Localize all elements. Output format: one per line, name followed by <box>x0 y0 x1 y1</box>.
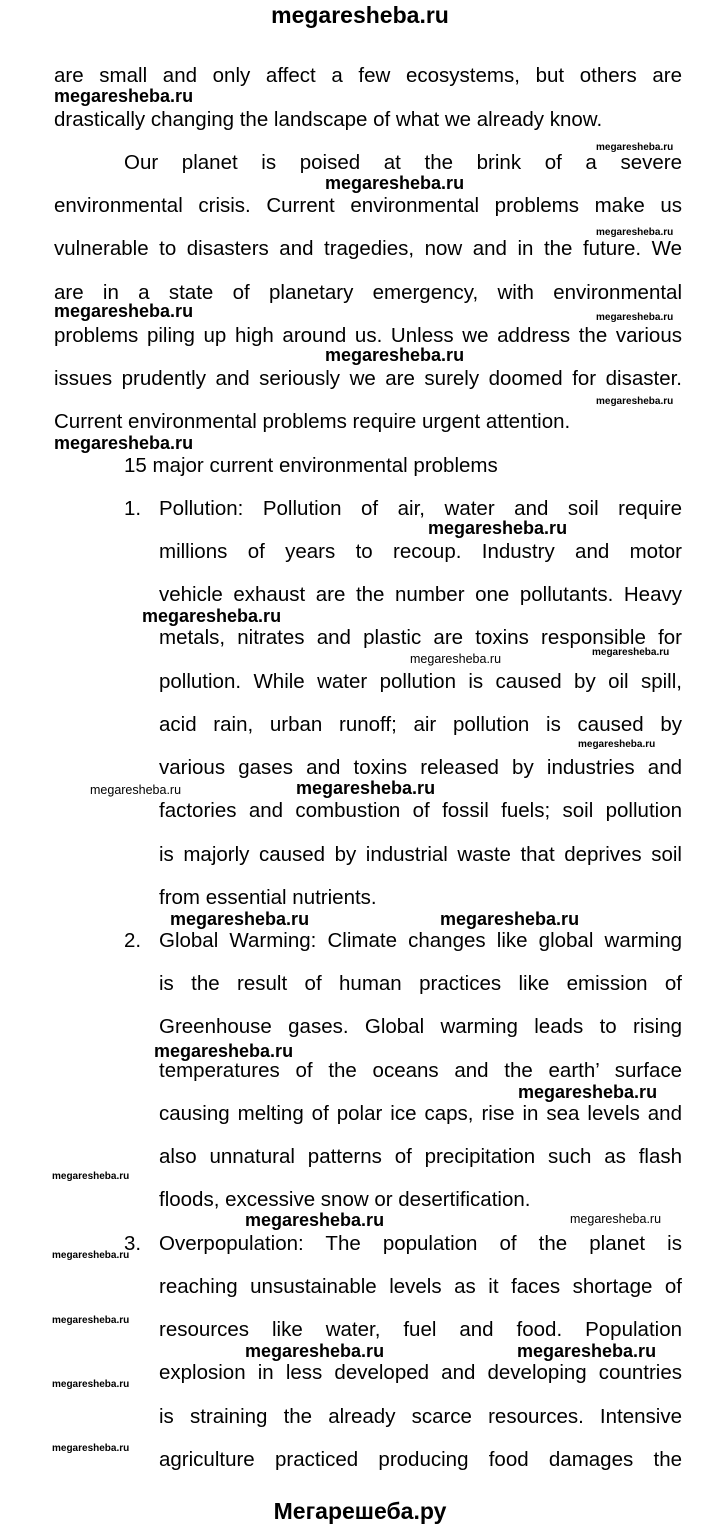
watermark: megaresheba.ru <box>154 1041 294 1061</box>
watermark: megaresheba.ru <box>142 606 282 626</box>
header-site-name: megaresheba.ru <box>271 2 449 28</box>
text-line: Our planet is poised at the brink of a severe <box>124 151 682 174</box>
text-line: vehicle exhaust are the number one pollutants. Heavy <box>159 583 682 606</box>
watermark: megaresheba.ru <box>245 1341 385 1361</box>
watermark: megaresheba.ru <box>90 783 182 797</box>
text-line: acid rain, urban runoff; air pollution is caused by <box>159 713 682 736</box>
text-line: Pollution: Pollution of air, water and soil require <box>159 497 682 520</box>
text-line: Greenhouse gases. Global warming leads to rising <box>159 1015 682 1038</box>
watermark: megaresheba.ru <box>170 909 310 929</box>
text-line: floods, excessive snow or desertification. <box>159 1188 531 1211</box>
watermark: megaresheba.ru <box>52 1315 130 1326</box>
watermark: megaresheba.ru <box>596 396 674 407</box>
watermark: megaresheba.ru <box>578 739 656 750</box>
list-item-number: 2. <box>124 929 142 952</box>
text-line: vulnerable to disasters and tragedies, now and in the future. We <box>54 237 682 260</box>
text-line: agriculture practiced producing food damages the <box>159 1448 682 1471</box>
watermark: megaresheba.ru <box>596 227 674 238</box>
text-line: are in a state of planetary emergency, with environmental <box>54 281 682 304</box>
watermark: megaresheba.ru <box>596 142 674 153</box>
watermark: megaresheba.ru <box>325 345 465 365</box>
watermark: megaresheba.ru <box>592 647 670 658</box>
watermark: megaresheba.ru <box>440 909 580 929</box>
watermark: megaresheba.ru <box>54 86 194 106</box>
watermark: megaresheba.ru <box>52 1250 130 1261</box>
text-line: are small and only affect a few ecosystems, but others are <box>54 64 682 87</box>
text-line: various gases and toxins released by industries and <box>159 756 682 779</box>
text-line: issues prudently and seriously we are surely doomed for disaster. <box>54 367 682 390</box>
text-line: reaching unsustainable levels as it faces shortage of <box>159 1275 682 1298</box>
text-line: Global Warming: Climate changes like global warming <box>159 929 682 952</box>
watermark: megaresheba.ru <box>245 1210 385 1230</box>
watermark: megaresheba.ru <box>52 1443 130 1454</box>
text-line: temperatures of the oceans and the earth’ surface <box>159 1059 682 1082</box>
text-line: Overpopulation: The population of the planet is <box>159 1232 682 1255</box>
text-line: metals, nitrates and plastic are toxins responsible for <box>159 626 682 649</box>
text-line: is straining the already scarce resources. Intensive <box>159 1405 682 1428</box>
watermark: megaresheba.ru <box>428 518 568 538</box>
footer-site-name: Мегарешеба.ру <box>273 1498 447 1524</box>
text-line: causing melting of polar ice caps, rise in sea levels and <box>159 1102 682 1125</box>
text-line: is majorly caused by industrial waste that deprives soil <box>159 843 682 866</box>
list-item-number: 3. <box>124 1232 142 1255</box>
watermark: megaresheba.ru <box>54 301 194 321</box>
watermark: megaresheba.ru <box>296 778 436 798</box>
watermark: megaresheba.ru <box>52 1379 130 1390</box>
watermark: megaresheba.ru <box>518 1082 658 1102</box>
text-line: millions of years to recoup. Industry and motor <box>159 540 682 563</box>
watermark: megaresheba.ru <box>570 1212 662 1226</box>
text-line: pollution. While water pollution is caused by oil spill, <box>159 670 682 693</box>
text-line: drastically changing the landscape of what we already know. <box>54 108 603 131</box>
list-heading: 15 major current environmental problems <box>124 454 498 477</box>
watermark: megaresheba.ru <box>52 1171 130 1182</box>
watermark: megaresheba.ru <box>517 1341 657 1361</box>
text-line: factories and combustion of fossil fuels; soil pollution <box>159 799 682 822</box>
text-line: problems piling up high around us. Unless we address the various <box>54 324 682 347</box>
watermark: megaresheba.ru <box>410 652 502 666</box>
text-line: also unnatural patterns of precipitation such as flash <box>159 1145 682 1168</box>
watermark: megaresheba.ru <box>325 173 465 193</box>
list-item-number: 1. <box>124 497 142 520</box>
watermark: megaresheba.ru <box>596 312 674 323</box>
text-line: Current environmental problems require urgent attention. <box>54 410 571 433</box>
text-line: is the result of human practices like emission of <box>159 972 682 995</box>
text-line: from essential nutrients. <box>159 886 377 909</box>
text-line: explosion in less developed and developing countries <box>159 1361 682 1384</box>
watermark: megaresheba.ru <box>54 433 194 453</box>
text-line: resources like water, fuel and food. Population <box>159 1318 682 1341</box>
text-line: environmental crisis. Current environmental problems make us <box>54 194 682 217</box>
